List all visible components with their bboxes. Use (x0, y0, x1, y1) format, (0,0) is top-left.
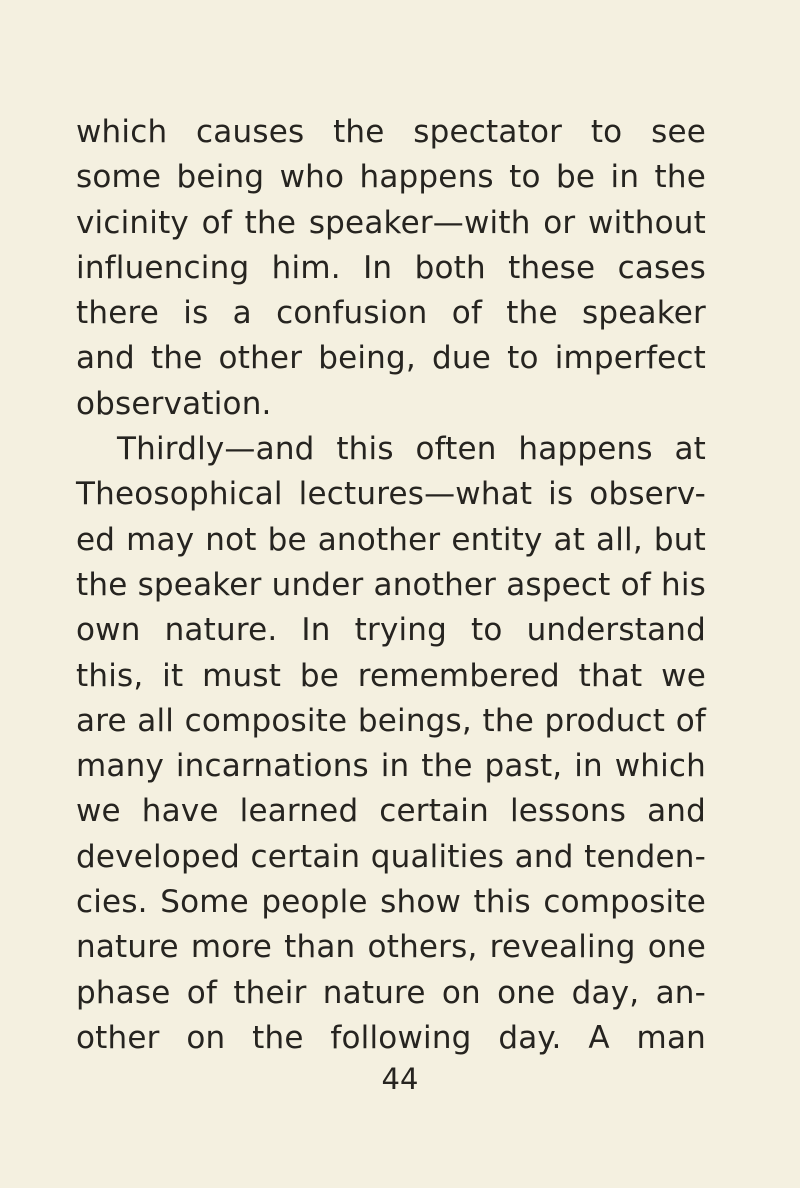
text-line: ed may not be another entity at all, but (76, 521, 706, 558)
text-line: many incarnations in the past, in which (76, 748, 706, 785)
text-line: influencing him. In both these cases (76, 249, 706, 286)
text-line: observation. (76, 385, 272, 422)
text-line: the speaker under another aspect of his (76, 566, 706, 603)
body-text (76, 110, 706, 1061)
text-line: there is a confusion of the speaker (76, 295, 706, 332)
text-line: phase of their nature on one day, an- (76, 974, 706, 1011)
text-line: developed certain qualities and tenden- (76, 838, 706, 875)
text-line: we have learned certain lessons and (76, 793, 706, 830)
text-line: vicinity of the speaker—with or without (76, 204, 706, 241)
page-number: 44 (381, 1062, 419, 1096)
text-line: cies. Some people show this composite (76, 884, 706, 921)
text-line: Theosophical lectures—what is observ- (76, 476, 706, 513)
text-line: are all composite beings, the product of (76, 702, 706, 739)
text-line: some being who happens to be in the (76, 159, 706, 196)
text-line: this, it must be remembered that we (76, 657, 706, 694)
text-line-paragraph-start: Thirdly—and this often happens at (117, 431, 706, 468)
text-line: which causes the spectator to see (76, 114, 706, 150)
text-line: other on the following day. A man (76, 1019, 706, 1056)
text-line: and the other being, due to imperfect (76, 340, 706, 377)
text-line: nature more than others, revealing one (76, 929, 706, 966)
text-line: own nature. In trying to understand (76, 612, 706, 649)
